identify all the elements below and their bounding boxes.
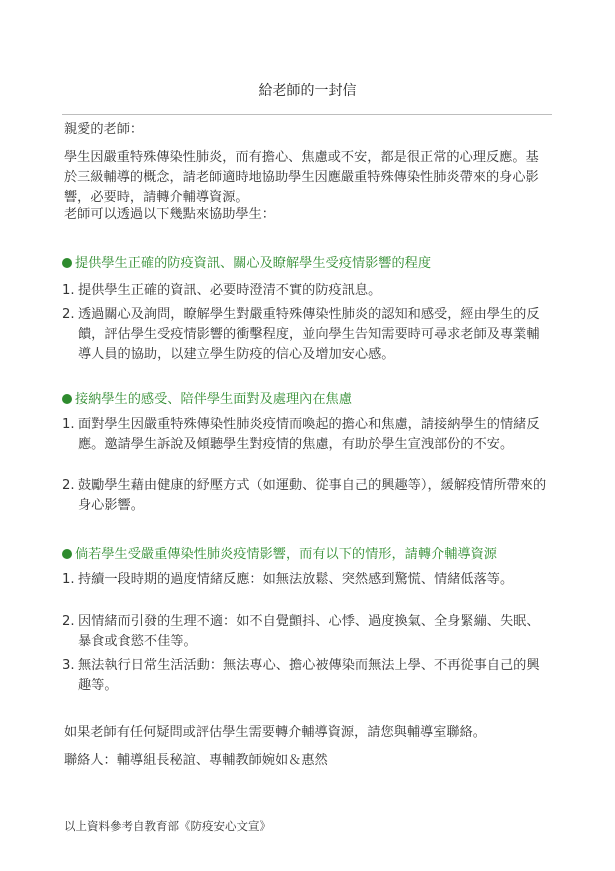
list-item-number: 2. xyxy=(62,478,75,493)
list-item-number: 2. xyxy=(62,614,75,629)
bullet-dot-icon xyxy=(62,394,72,404)
closing-paragraph: 如果老師有任何疑問或評估學生需要轉介輔導資源，請您與輔導室聯絡。 xyxy=(64,725,486,740)
list-item-text: 無法執行日常生活活動：無法專心、擔心被傳染而無法上學、不再從事自己的興趣等。 xyxy=(78,658,540,693)
list-item xyxy=(62,415,552,455)
intro-paragraph: 學生因嚴重特殊傳染性肺炎，而有擔心、焦慮或不安，都是很正常的心理反應。基於三級輔導的概念，請老師適時地協助學生因應嚴重特殊傳染性肺炎帶來的身心影響，必要時，請轉介輔導資源。 xyxy=(64,150,539,205)
list-item-text: 持續一段時期的過度情緒反應：如無法放鬆、突然感到驚慌、情緒低落等。 xyxy=(78,572,514,587)
list-item xyxy=(62,476,552,516)
list-item xyxy=(62,612,552,652)
list-item xyxy=(62,656,552,696)
section-heading-3 xyxy=(62,545,562,565)
greeting: 親愛的老師： xyxy=(64,122,144,137)
list-item-text: 提供學生正確的資訊、必要時澄清不實的防疫訊息。 xyxy=(78,283,382,298)
list-item-text: 透過關心及詢問，瞭解學生對嚴重特殊傳染性肺炎的認知和感受，經由學生的反饋，評估學生受疫情影響的衝擊程度，並向學生告知需要時可尋求老師及專業輔導人員的協助，以建立學生防疫的信心及增加安心感。 xyxy=(78,307,540,362)
section-heading-1-text: 提供學生正確的防疫資訊、關心及瞭解學生受疫情影響的程度 xyxy=(75,256,432,271)
contact-line: 聯絡人：輔導組長秘誼、專輔教師婉如＆惠然 xyxy=(64,753,328,768)
list-item-number: 1. xyxy=(62,572,75,587)
list-item-text: 面對學生因嚴重特殊傳染性肺炎疫情而喚起的擔心和焦慮，請接納學生的情緒反應。邀請學生訴說及傾聽學生對疫情的焦慮，有助於學生宣洩部份的不安。 xyxy=(78,417,540,452)
list-item-number: 2. xyxy=(62,307,75,322)
list-item-number: 1. xyxy=(62,283,75,298)
reference-note: 以上資料參考自教育部《防疫安心文宣》 xyxy=(64,819,271,833)
bullet-dot-icon xyxy=(62,258,72,268)
section-heading-1 xyxy=(62,254,562,274)
list-item-number: 3. xyxy=(62,658,75,673)
list-item-number: 1. xyxy=(62,417,75,432)
list-item xyxy=(62,305,552,365)
letter-title: 給老師的一封信 xyxy=(258,83,357,99)
list-item xyxy=(62,281,552,301)
section-heading-2 xyxy=(62,390,562,410)
list-item xyxy=(62,570,552,590)
section-heading-2-text: 接納學生的感受、陪伴學生面對及處理內在焦慮 xyxy=(75,392,352,407)
list-item-text: 因情緒而引發的生理不適：如不自覺顫抖、心悸、過度換氣、全身緊繃、失眠、暴食或食慾不佳等。 xyxy=(78,614,540,649)
title-divider xyxy=(62,114,552,115)
section-heading-3-text: 倘若學生受嚴重傳染性肺炎疫情影響，而有以下的情形，請轉介輔導資源 xyxy=(75,547,497,562)
lead-sentence: 老師可以透過以下幾點來協助學生： xyxy=(64,207,275,222)
list-item-text: 鼓勵學生藉由健康的紓壓方式（如運動、從事自己的興趣等），緩解疫情所帶來的身心影響。 xyxy=(78,478,547,513)
bullet-dot-icon xyxy=(62,549,72,559)
